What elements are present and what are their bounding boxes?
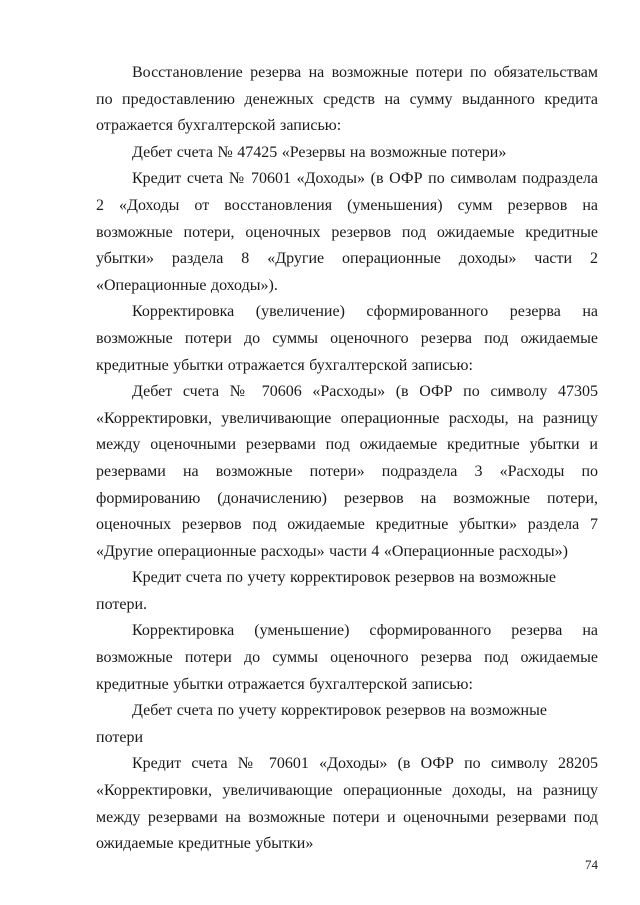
paragraph-debit-adjustment-account: Дебет счета по учету корректировок резервов на возможные потери: [96, 702, 547, 746]
paragraph-adjustment-increase: Корректировка (увеличение) сформированного резерва на возможные потери до суммы оценочного резерва под ожидаемые кредитные убытки отражается бухгалтерской записью:: [96, 303, 598, 374]
paragraph-credit-70601-symbol-28205: Кредит счета № 70601 «Доходы» (в ОФР по символу 28205 «Корректировки, увеличивающие операционные доходы, на разницу между резервами на возможные потери и оценочными резервами под ожидаемые кредитные убытки»: [96, 755, 598, 853]
paragraph-credit-70601-income: Кредит счета № 70601 «Доходы» (в ОФР по символам подраздела 2 «Доходы от восстановления (уменьшения) сумм резервов на возможные потери, оценочных резервов под ожидаемые кредитные убытки» раздела 8 «Другие операционные доходы» части 2 «Операционные доходы»).: [96, 170, 598, 294]
paragraph-debit-70606-expenses: Дебет счета № 70606 «Расходы» (в ОФР по символу 47305 «Корректировки, увеличивающие операционные расходы, на разницу между оценочными резервами под ожидаемые кредитные убытки и резервами на возможные потери» подраздела 3 «Расходы по формированию (доначислению) резервов на возможные потери, оценочных резервов под ожидаемые кредитные убытки» раздела 7 «Другие операционные расходы» части 4 «Операционные расходы»): [96, 383, 598, 560]
paragraph-debit-47425: Дебет счета № 47425 «Резервы на возможные потери»: [132, 143, 507, 161]
paragraph-restoration-reserve: Восстановление резерва на возможные потери по обязательствам по предоставлению денежных средств на сумму выданного кредита отражается бухгалтерской записью:: [96, 64, 598, 135]
paragraph-credit-adjustment-account: Кредит счета по учету корректировок резервов на возможные потери.: [96, 569, 556, 613]
document-body: [96, 60, 598, 858]
page-number: 74: [585, 857, 598, 872]
paragraph-adjustment-decrease: Корректировка (уменьшение) сформированного резерва на возможные потери до суммы оценочного резерва под ожидаемые кредитные убытки отражается бухгалтерской записью:: [96, 622, 598, 693]
